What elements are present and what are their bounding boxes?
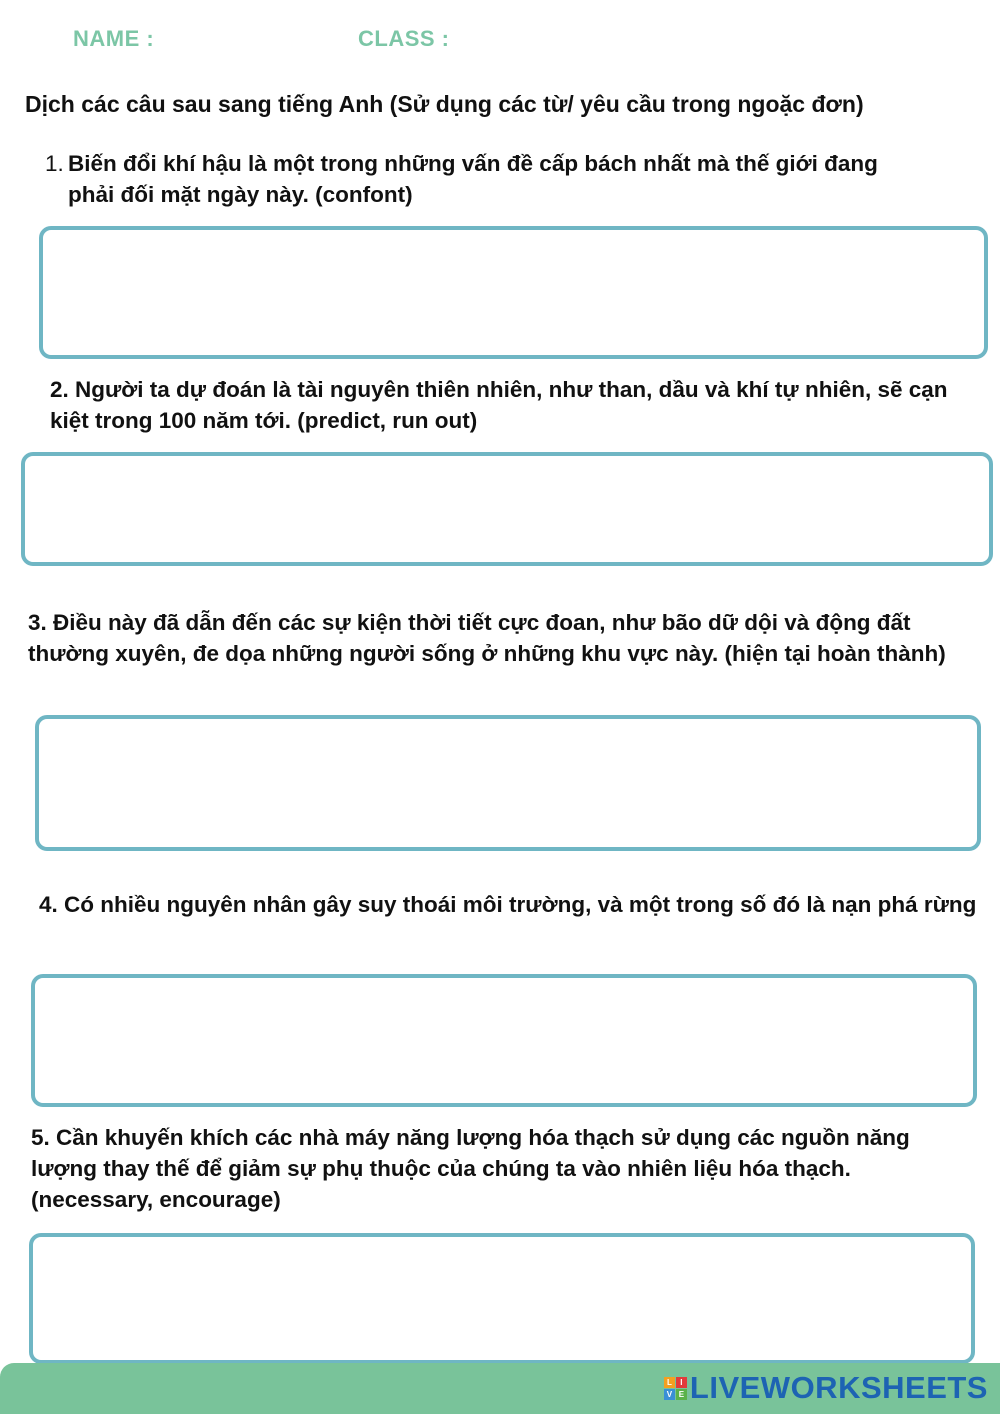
class-label: CLASS : — [358, 26, 450, 51]
answer-box-5[interactable] — [29, 1233, 975, 1364]
answer-input-2[interactable] — [25, 456, 989, 562]
name-label: NAME : — [73, 26, 155, 51]
question-1-line2: phải đối mặt ngày này. (confont) — [68, 182, 413, 207]
answer-input-5[interactable] — [33, 1237, 971, 1360]
logo-letter-i: I — [676, 1377, 687, 1388]
question-4: 4. Có nhiều nguyên nhân gây suy thoái môi trường, và một trong số đó là nạn phá rừng — [39, 892, 977, 917]
answer-input-3[interactable] — [39, 719, 977, 847]
instruction-text: Dịch các câu sau sang tiếng Anh (Sử dụng các từ/ yêu cầu trong ngoặc đơn) — [25, 91, 864, 117]
question-5: 5. Cần khuyến khích các nhà máy năng lượng hóa thạch sử dụng các nguồn năng lượng thay thế để giảm sự phụ thuộc của chúng ta vào nhiên liệu hóa thạch. (necessary, encourage) — [31, 1125, 910, 1212]
logo-text: LIVEWORKSHEETS — [689, 1370, 988, 1405]
answer-box-1[interactable] — [39, 226, 988, 359]
question-3: 3. Điều này đã dẫn đến các sự kiện thời tiết cực đoan, như bão dữ dội và động đất thường xuyên, đe dọa những người sống ở những khu vực này. (hiện tại hoàn thành) — [28, 610, 946, 666]
question-1 — [45, 148, 995, 210]
logo-letter-e: E — [676, 1389, 687, 1400]
question-2: 2. Người ta dự đoán là tài nguyên thiên nhiên, như than, dầu và khí tự nhiên, sẽ cạn kiệt trong 100 năm tới. (predict, run out) — [50, 377, 948, 433]
logo-letter-v: V — [664, 1389, 675, 1400]
answer-input-1[interactable] — [43, 230, 984, 355]
liveworksheets-logo[interactable] — [664, 1370, 988, 1406]
question-1-number: 1. — [45, 151, 64, 176]
question-1-line1: Biến đổi khí hậu là một trong những vấn đề cấp bách nhất mà thế giới đang — [68, 151, 878, 176]
logo-icon — [664, 1377, 687, 1400]
answer-box-3[interactable] — [35, 715, 981, 851]
answer-box-2[interactable] — [21, 452, 993, 566]
logo-letter-l: L — [664, 1377, 675, 1388]
answer-box-4[interactable] — [31, 974, 977, 1107]
answer-input-4[interactable] — [35, 978, 973, 1103]
